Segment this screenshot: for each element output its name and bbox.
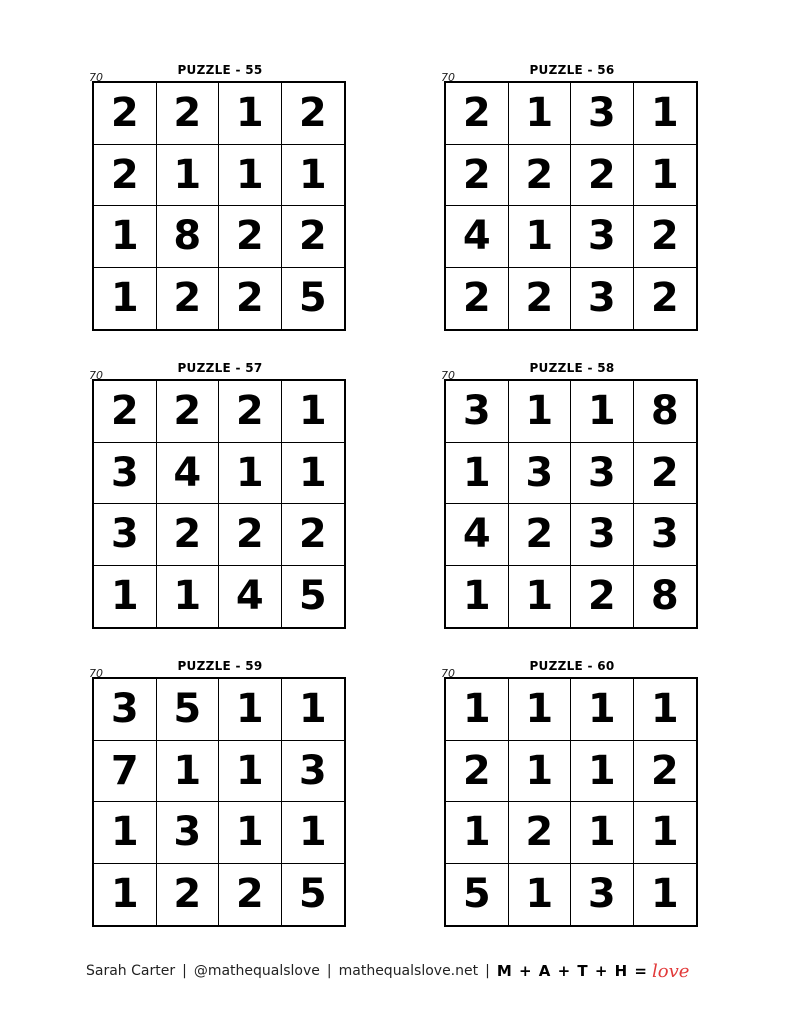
grid-cell: 1 — [94, 802, 157, 864]
grid-cell: 5 — [298, 871, 327, 918]
website-link[interactable]: mathequalslove.net — [338, 963, 479, 979]
grid-cell: 3 — [634, 504, 697, 566]
grid-cell: 1 — [282, 679, 345, 741]
grid-cell: 3 — [571, 504, 634, 566]
grid-cell: 1 — [219, 741, 282, 803]
grid-cell: 2 — [509, 504, 572, 566]
grid-cell: 1 — [157, 566, 220, 628]
grid-cell: 1 — [509, 206, 572, 268]
grid-cell: 1 — [94, 206, 157, 268]
grid-cell: 1 — [634, 679, 697, 741]
target-number: 70 — [89, 71, 103, 84]
grid-cell: 3 — [94, 504, 157, 566]
grid-cell: 2 — [446, 741, 509, 803]
puzzle-grid — [444, 81, 698, 331]
grid-cell: 1 — [509, 381, 572, 443]
grid-cell: 8 — [157, 206, 220, 268]
puzzle-grid — [92, 81, 346, 331]
grid-cell: 3 — [94, 679, 157, 741]
footer-separator: | — [326, 963, 332, 979]
author-name: Sarah Carter — [86, 963, 176, 979]
grid-cell: 1 — [157, 741, 220, 803]
grid-cell: 1 — [282, 443, 345, 505]
grid-cell: 1 — [571, 741, 634, 803]
grid-cell: 2 — [282, 206, 345, 268]
puzzle-60 — [442, 659, 702, 929]
grid-cell: 3 — [157, 802, 220, 864]
grid-cell: 1 — [219, 145, 282, 207]
grid-cell: 1 — [571, 802, 634, 864]
grid-cell: 2 — [94, 83, 157, 145]
grid-cell: 4 — [446, 206, 509, 268]
grid-cell: 1 — [634, 145, 697, 207]
grid-cell: 3 — [571, 83, 634, 145]
puzzle-grid — [92, 677, 346, 927]
target-number: 70 — [441, 667, 455, 680]
puzzle-title: PUZZLE - 57 — [177, 361, 263, 375]
grid-cell: 1 — [509, 83, 572, 145]
grid-cell: 4 — [157, 443, 220, 505]
puzzle-57 — [90, 361, 350, 631]
footer-separator: | — [182, 963, 187, 979]
grid-cell: 2 — [509, 145, 572, 207]
grid-cell: 2 — [571, 566, 634, 628]
grid-cell: 1 — [94, 864, 157, 926]
grid-cell: 1 — [446, 566, 509, 628]
grid-cell: 2 — [650, 275, 679, 322]
grid-cell: 2 — [634, 206, 697, 268]
grid-cell: 1 — [509, 864, 572, 926]
grid-cell: 2 — [157, 504, 220, 566]
grid-cell: 1 — [446, 443, 509, 505]
grid-cell: 3 — [571, 864, 634, 926]
target-number: 70 — [441, 369, 455, 382]
grid-cell: 1 — [157, 145, 220, 207]
grid-cell: 2 — [157, 381, 220, 443]
target-number: 70 — [89, 667, 103, 680]
grid-cell: 2 — [634, 443, 697, 505]
grid-cell: 1 — [446, 679, 509, 741]
grid-cell: 1 — [94, 268, 157, 330]
grid-cell: 2 — [94, 381, 157, 443]
puzzle-title: PUZZLE - 60 — [529, 659, 615, 673]
grid-cell: 1 — [634, 802, 697, 864]
grid-cell: 1 — [634, 83, 697, 145]
footer-separator: | — [485, 963, 490, 979]
grid-cell: 7 — [94, 741, 157, 803]
target-number: 70 — [89, 369, 103, 382]
grid-cell: 5 — [298, 573, 327, 620]
brand-equation: M + A + T + H = — [496, 962, 648, 980]
grid-cell: 2 — [219, 206, 282, 268]
grid-cell: 2 — [219, 864, 282, 926]
puzzle-grid — [92, 379, 346, 629]
puzzle-59 — [90, 659, 350, 929]
grid-cell: 1 — [571, 381, 634, 443]
grid-cell: 3 — [446, 381, 509, 443]
puzzle-58 — [442, 361, 702, 631]
grid-cell: 1 — [571, 679, 634, 741]
grid-cell: 2 — [446, 268, 509, 330]
puzzle-title: PUZZLE - 56 — [529, 63, 615, 77]
puzzle-title: PUZZLE - 58 — [529, 361, 615, 375]
grid-cell: 8 — [634, 381, 697, 443]
grid-cell: 2 — [509, 268, 572, 330]
grid-cell: 2 — [157, 83, 220, 145]
grid-cell: 1 — [282, 802, 345, 864]
grid-cell: 2 — [219, 504, 282, 566]
puzzle-title: PUZZLE - 55 — [177, 63, 263, 77]
grid-cell: 1 — [219, 443, 282, 505]
grid-cell: 1 — [219, 802, 282, 864]
grid-cell: 1 — [94, 566, 157, 628]
grid-cell: 8 — [650, 573, 679, 620]
puzzle-grid — [444, 379, 698, 629]
puzzle-56 — [442, 63, 702, 333]
grid-cell: 1 — [282, 145, 345, 207]
grid-cell: 2 — [571, 145, 634, 207]
grid-cell: 5 — [446, 864, 509, 926]
grid-cell: 2 — [509, 802, 572, 864]
grid-cell: 2 — [282, 83, 345, 145]
puzzle-grid — [444, 677, 698, 927]
grid-cell: 4 — [219, 566, 282, 628]
grid-cell: 5 — [298, 275, 327, 322]
grid-cell: 1 — [509, 741, 572, 803]
grid-cell: 3 — [94, 443, 157, 505]
brand-love-script: love — [651, 960, 690, 982]
grid-cell: 2 — [446, 145, 509, 207]
grid-cell: 5 — [157, 679, 220, 741]
grid-cell: 2 — [446, 83, 509, 145]
grid-cell: 3 — [509, 443, 572, 505]
grid-cell: 2 — [94, 145, 157, 207]
grid-cell: 2 — [219, 381, 282, 443]
grid-cell: 2 — [634, 741, 697, 803]
grid-cell: 2 — [157, 268, 220, 330]
social-handle: @mathequalslove — [193, 963, 320, 979]
grid-cell: 1 — [446, 802, 509, 864]
grid-cell: 1 — [650, 871, 679, 918]
grid-cell: 3 — [282, 741, 345, 803]
grid-cell: 4 — [446, 504, 509, 566]
grid-cell: 2 — [219, 268, 282, 330]
grid-cell: 2 — [282, 504, 345, 566]
puzzle-55 — [90, 63, 350, 333]
grid-cell: 2 — [157, 864, 220, 926]
grid-cell: 3 — [571, 206, 634, 268]
target-number: 70 — [441, 71, 455, 84]
footer — [86, 958, 689, 984]
grid-cell: 1 — [219, 83, 282, 145]
grid-cell: 1 — [509, 566, 572, 628]
grid-cell: 3 — [571, 443, 634, 505]
puzzle-title: PUZZLE - 59 — [177, 659, 263, 673]
grid-cell: 1 — [509, 679, 572, 741]
grid-cell: 3 — [571, 268, 634, 330]
grid-cell: 1 — [219, 679, 282, 741]
grid-cell: 1 — [282, 381, 345, 443]
